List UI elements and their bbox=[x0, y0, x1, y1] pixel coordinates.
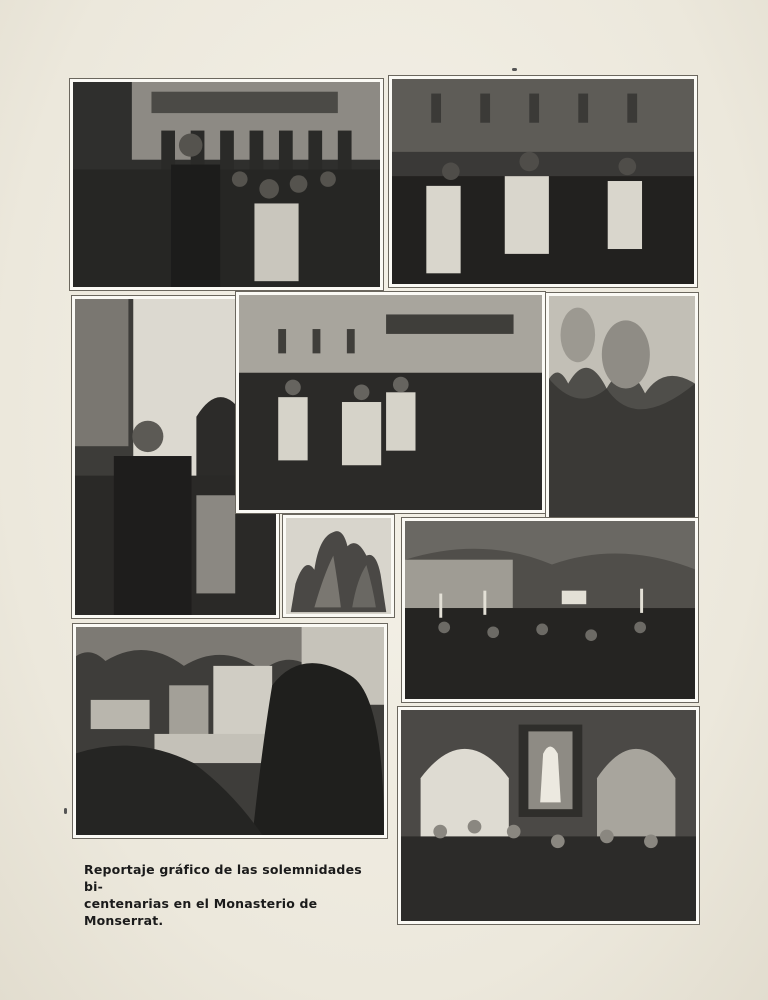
caption-line-1: Reportaje gráfico de las solemnidades bi- bbox=[84, 862, 362, 894]
photo-clergy-procession bbox=[389, 76, 697, 287]
photo-mountain-cliffs bbox=[546, 293, 698, 521]
photo-monastery-view bbox=[73, 624, 387, 838]
photo-courtyard-ceremony bbox=[236, 292, 545, 513]
print-mark bbox=[512, 68, 517, 71]
photo-pilgrims-banners bbox=[402, 518, 698, 702]
photo-caption bbox=[84, 861, 384, 929]
print-mark bbox=[64, 808, 67, 814]
photo-rock-formation bbox=[283, 515, 394, 617]
caption-line-2: centenarias en el Monasterio de Monserrat. bbox=[84, 896, 318, 928]
photo-chapel-arch bbox=[398, 707, 699, 924]
photo-cloister-crowd bbox=[70, 79, 383, 290]
